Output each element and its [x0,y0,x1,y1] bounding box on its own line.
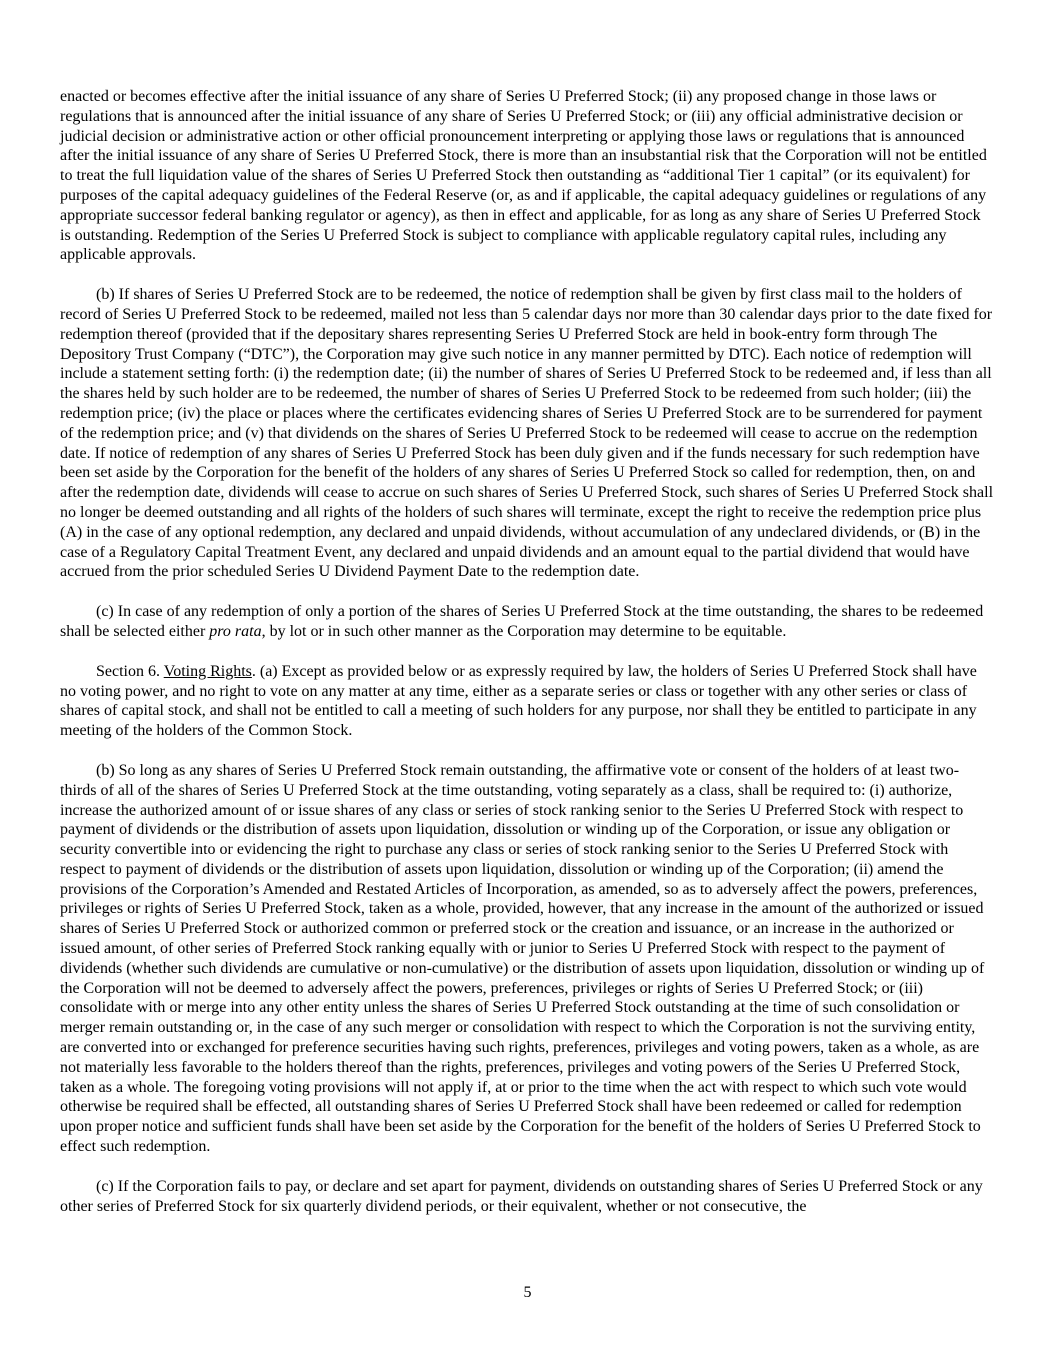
text-segment-italic: pro rata [209,622,262,640]
text-segment: . (a) Except as provided below or as expressly required by law, the holders of Series U Preferred Stock shall have no voting power, and no right to vote on any matter at any time, either as a separate series or class or together with any other series or class of shares of capital stock, and shall not be entitled to call a meeting of such holders for any purpose, nor shall they be entitled to participate in any meeting of the holders of the Common Stock. [60,662,977,740]
text-segment: Section 6. [96,662,164,680]
paragraph [60,285,995,582]
paragraph [60,761,995,1157]
text-segment: enacted or becomes effective after the initial issuance of any share of Series U Preferred Stock; (ii) any proposed change in those laws or regulations that is announced after the initial issuance of any share of Series U Preferred Stock; or (iii) any official administrative decision or judicial decision or administrative action or other official pronouncement interpreting or applying those laws or regulations that is announced after the initial issuance of any share of Series U Preferred Stock, there is more than an insubstantial risk that the Corporation will not be entitled to treat the full liquidation value of the shares of Series U Preferred Stock then outstanding as “additional Tier 1 capital” (or its equivalent) for purposes of the capital adequacy guidelines of the Federal Reserve (or, as and if applicable, the capital adequacy guidelines or regulations of any appropriate successor federal banking regulator or agency), as then in effect and applicable, for as long as any share of Series U Preferred Stock is outstanding. Redemption of the Series U Preferred Stock is subject to compliance with applicable regulatory capital rules, including any applicable approvals. [60,88,987,264]
text-segment: (c) If the Corporation fails to pay, or declare and set apart for payment, dividends on outstanding shares of Series U Preferred Stock or any other series of Preferred Stock for six quarterly dividend periods, or their equivalent, whether or not consecutive, the [60,1177,983,1215]
paragraph [60,662,995,741]
text-segment: (b) So long as any shares of Series U Preferred Stock remain outstanding, the affirmative vote or consent of the holders of at least two-thirds of all of the shares of Series U Preferred Stock at the time outstanding, voting separately as a class, shall be required to: (i) authorize, increase the authorized amount of or issue shares of any class or series of stock ranking senior to the Series U Preferred Stock with respect to payment of dividends or the distribution of assets upon liquidation, dissolution or winding up of the Corporation, or issue any obligation or security convertible into or evidencing the right to purchase any class or series of stock ranking senior to the Series U Preferred Stock with respect to payment of dividends or the distribution of assets upon liquidation, dissolution or winding up of the Corporation; (ii) amend the provisions of the Corporation’s Amended and Restated Articles of Incorporation, as amended, so as to adversely affect the powers, preferences, privileges or rights of Series U Preferred Stock, taken as a whole, provided, however, that any increase in the amount of the authorized or issued shares of Series U Preferred Stock or authorized common or preferred stock or the creation and issuance, or an increase in the authorized or issued amount, of other series of Preferred Stock ranking equally with or junior to Series U Preferred Stock with respect to the payment of dividends (whether such dividends are cumulative or non-cumulative) or the distribution of assets upon liquidation, dissolution or winding up of the Corporation will not be deemed to adversely affect the powers, preferences, privileges or rights of Series U Preferred Stock; or (iii) consolidate with or merge into any other entity unless the shares of Series U Preferred Stock outstanding at the time of such consolidation or merger remain outstanding or, in the case of any such merger or consolidation with respect to which the Corporation is not the surviving entity, are converted into or exchanged for preference securities having such rights, preferences, privileges and voting powers, taken as a whole, as are not materially less favorable to the holders thereof than the rights, preferences, privileges and voting powers of the Series U Preferred Stock, taken as a whole. The foregoing voting provisions will not apply if, at or prior to the time when the act with respect to which such vote would otherwise be required shall be effected, all outstanding shares of Series U Preferred Stock shall have been redeemed or called for redemption upon proper notice and sufficient funds shall have been set aside by the Corporation for the benefit of the holders of Series U Preferred Stock to effect such redemption. [60,761,985,1156]
paragraph [60,1177,995,1217]
paragraph [60,602,995,642]
text-segment: (c) In case of any redemption of only a portion of the shares of Series U Preferred Stock at the time outstanding, the shares to be redeemed shall be selected either [60,603,984,640]
text-segment: , by lot or in such other manner as the Corporation may determine to be equitable. [261,622,787,640]
paragraph [60,87,995,265]
text-segment-underline: Voting Rights [163,662,252,680]
text-segment: (b) If shares of Series U Preferred Stock are to be redeemed, the notice of redemption shall be given by first class mail to the holders of record of Series U Preferred Stock to be redeemed, mailed not less than 5 calendar days nor more than 30 calendar days prior to the date fixed for redemption thereof (provided that if the depositary shares representing Series U Preferred Stock are held in book-entry form through The Depository Trust Company (“DTC”), the Corporation may give such notice in any manner permitted by DTC). Each notice of redemption will include a statement setting forth: (i) the redemption date; (ii) the number of shares of Series U Preferred Stock to be redeemed and, if less than all the shares held by such holder are to be redeemed, the number of shares of Series U Preferred Stock to be redeemed from such holder; (iii) the redemption price; (iv) the place or places where the certificates evidencing shares of Series U Preferred Stock are to be surrendered for payment of the redemption price; and (v) that dividends on the shares of Series U Preferred Stock to be redeemed will cease to accrue on the redemption date. If notice of redemption of any shares of Series U Preferred Stock has been duly given and if the funds necessary for such redemption have been set aside by the Corporation for the benefit of the holders of any shares of Series U Preferred Stock so called for redemption, then, on and after the redemption date, dividends will cease to accrue on such shares of Series U Preferred Stock, such shares of Series U Preferred Stock shall no longer be deemed outstanding and all rights of the holders of such shares will terminate, except the right to receive the redemption price plus (A) in the case of any optional redemption, any declared and unpaid dividends, without accumulation of any undeclared dividends, or (B) in the case of a Regulatory Capital Treatment Event, any declared and unpaid dividends and an amount equal to the partial dividend that would have accrued from the prior scheduled Series U Dividend Payment Date to the redemption date. [60,286,994,581]
page-number: 5 [523,1284,532,1301]
page-body [60,87,995,1236]
